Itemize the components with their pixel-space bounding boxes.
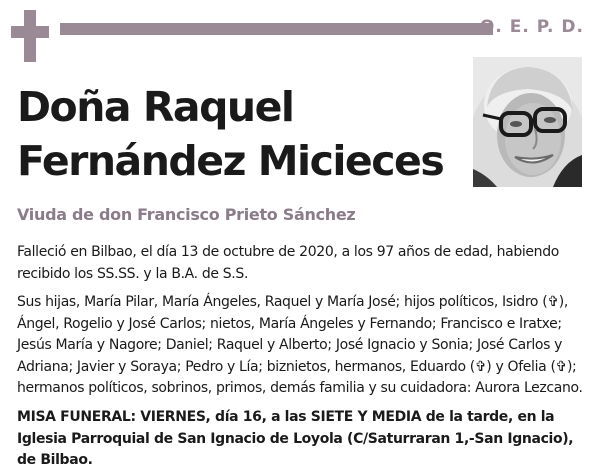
family-paragraph: Sus hijas, María Pilar, María Ángeles, Raquel y María José; hijos políticos, Isidro (✞), Ángel, Rogelio y José Carlos; nietos, María Ángeles y Fernando; Francisco e Iratxe; Jesús María y Nagore; Daniel; Raquel y Alberto; José Ignacio y Sonia; José Carlos y Adriana; Javier y Soraya; Pedro y Lía; biznietos, hermanos, Eduardo (✞) y Ofelia (✞); hermanos políticos, sobrinos, primos, demás familia y su cuidadora: Aurora Lezcano. <box>17 294 583 396</box>
portrait-illustration <box>473 57 582 187</box>
portrait-photo <box>473 57 582 187</box>
widow-subtitle: Viuda de don Francisco Prieto Sánchez <box>17 205 356 224</box>
qepd-label: Q. E. P. D. <box>479 17 584 37</box>
name-line-2: Fernández Micieces <box>17 137 444 185</box>
name-line-1: Doña Raquel <box>17 83 294 131</box>
latin-cross-icon <box>11 10 49 62</box>
header-rule <box>60 23 493 35</box>
deceased-name <box>17 80 443 188</box>
death-notice-paragraph: Falleció en Bilbao, el día 13 de octubre de 2020, a los 97 años de edad, habiendo recibido los SS.SS. y la B.A. de S.S. <box>17 244 559 282</box>
funeral-mass-paragraph: MISA FUNERAL: VIERNES, día 16, a las SIETE Y MEDIA de la tarde, en la Iglesia Parroquial de San Ignacio de Loyola (C/Saturraran 1,-San Ignacio), de Bilbao. <box>17 409 574 468</box>
